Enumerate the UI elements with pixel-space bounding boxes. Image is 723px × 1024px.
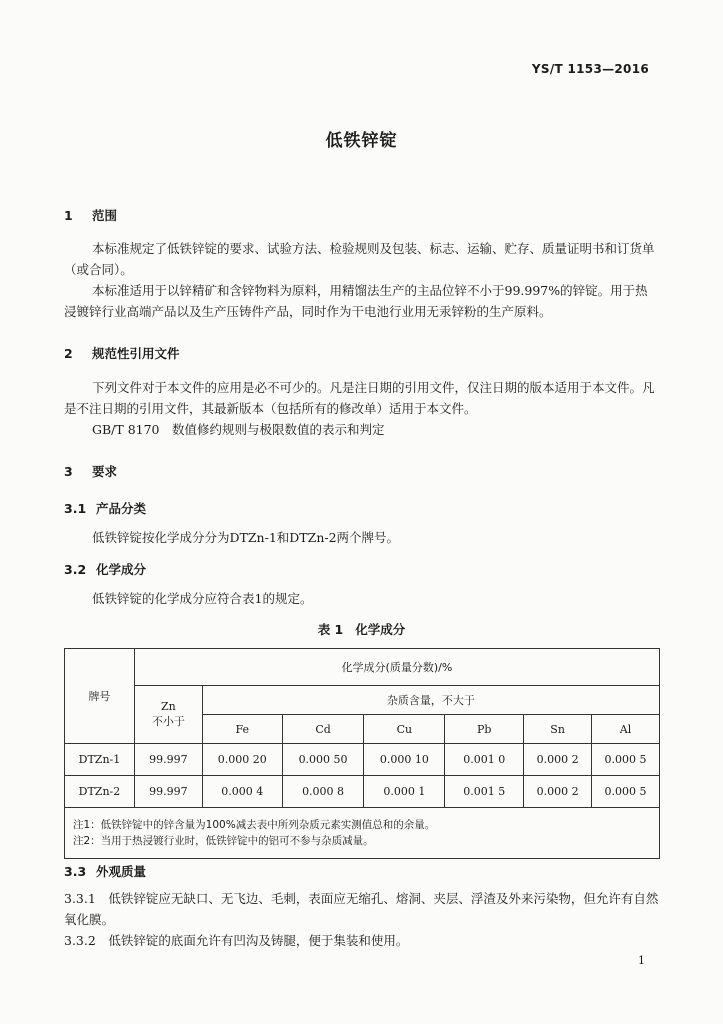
- section-3-2-paragraph: 低铁锌锭的化学成分应符合表1的规定。: [92, 591, 313, 606]
- value-cell: 0.000 4: [202, 776, 282, 808]
- section-number: 3.2: [64, 562, 87, 577]
- value-cell: 0.000 5: [592, 744, 660, 776]
- header-zn: [134, 686, 202, 744]
- table-note-2: 注2：当用于热浸镀行业时，低铁锌锭中的铝可不参与杂质减量。: [73, 835, 374, 847]
- section-number: 2: [64, 346, 73, 361]
- section-2-heading: [64, 344, 180, 362]
- value-cell: 0.001 0: [445, 744, 524, 776]
- header-element: Cd: [282, 715, 364, 744]
- standard-code: YS/T 1153—2016: [531, 62, 649, 76]
- chemical-composition-table: [64, 648, 660, 859]
- section-title: 要求: [92, 464, 118, 479]
- section-3-3-heading: [64, 862, 146, 880]
- section-title: 产品分类: [96, 501, 147, 516]
- value-cell: 0.000 2: [524, 776, 592, 808]
- header-zn-symbol: Zn: [160, 700, 176, 713]
- value-cell: 0.000 2: [524, 744, 592, 776]
- zn-cell: 99.997: [134, 776, 202, 808]
- header-element: Cu: [364, 715, 445, 744]
- header-element: Pb: [445, 715, 524, 744]
- value-cell: 0.000 20: [202, 744, 282, 776]
- header-element: Fe: [202, 715, 282, 744]
- clause-3-3-1: [64, 888, 660, 930]
- header-element: Al: [592, 715, 660, 744]
- header-grade: 牌号: [65, 649, 135, 744]
- section-2-paragraph-1: 下列文件对于本文件的应用是必不可少的。凡是注日期的引用文件，仅注日期的版本适用于本文件。凡是不注日期的引用文件，其最新版本（包括所有的修改单）适用于本文件。: [64, 380, 655, 416]
- section-number: 1: [64, 208, 73, 223]
- section-number: 3: [64, 464, 73, 479]
- clause-number: 3.3.1: [64, 891, 96, 906]
- section-3-1-heading: [64, 499, 146, 517]
- section-1-paragraph-2: 本标准适用于以锌精矿和含锌物料为原料，用精馏法生产的主品位锌不小于99.997%的锌锭。用于热浸镀锌行业高端产品以及生产压铸件产品，同时作为干电池行业用无汞锌粉的生产原料。: [64, 283, 648, 319]
- table-notes: [65, 808, 660, 859]
- section-title: 化学成分: [96, 562, 147, 577]
- header-element: Sn: [524, 715, 592, 744]
- value-cell: 0.000 8: [282, 776, 364, 808]
- value-cell: 0.000 10: [364, 744, 445, 776]
- grade-cell: DTZn-2: [65, 776, 135, 808]
- clause-3-3-2: [64, 930, 660, 951]
- header-impurity: 杂质含量，不大于: [202, 686, 659, 715]
- section-number: 3.1: [64, 501, 87, 516]
- document-title: 低铁锌锭: [325, 131, 398, 151]
- clause-number: 3.3.2: [64, 933, 96, 948]
- clause-text: 低铁锌锭的底面允许有凹沟及铸腿，便于集装和使用。: [108, 933, 409, 948]
- section-title: 外观质量: [96, 864, 147, 879]
- page-number: 1: [638, 954, 645, 967]
- section-title: 范围: [92, 208, 118, 223]
- value-cell: 0.000 1: [364, 776, 445, 808]
- section-title: 规范性引用文件: [92, 346, 180, 361]
- zn-cell: 99.997: [134, 744, 202, 776]
- table-label: 表 1: [317, 622, 344, 637]
- clause-text: 低铁锌锭应无缺口、无飞边、毛刺，表面应无缩孔、熔洞、夹层、浮渣及外来污染物，但允许有自然氧化膜。: [64, 891, 659, 927]
- value-cell: 0.000 50: [282, 744, 364, 776]
- table-row: [65, 776, 660, 808]
- table-caption: 化学成分: [355, 622, 406, 637]
- section-number: 3.3: [64, 864, 87, 879]
- section-3-1-paragraph: 低铁锌锭按化学成分分为DTZn-1和DTZn-2两个牌号。: [92, 530, 400, 545]
- grade-cell: DTZn-1: [65, 744, 135, 776]
- header-composition: 化学成分(质量分数)/%: [134, 649, 659, 686]
- value-cell: 0.001 5: [445, 776, 524, 808]
- section-3-2-heading: [64, 560, 146, 578]
- section-1-paragraph-1: 本标准规定了低铁锌锭的要求、试验方法、检验规则及包装、标志、运输、贮存、质量证明书和订货单（或合同）。: [64, 241, 655, 277]
- value-cell: 0.000 5: [592, 776, 660, 808]
- table-1-title: [0, 620, 723, 638]
- header-zn-min: 不小于: [151, 715, 185, 728]
- table-note-1: 注1：低铁锌锭中的锌含量为100%减去表中所列杂质元素实测值总和的余量。: [73, 819, 436, 831]
- section-1-heading: [64, 206, 117, 224]
- table-row: [65, 744, 660, 776]
- normative-reference: GB/T 8170 数值修约规则与极限数值的表示和判定: [92, 422, 385, 437]
- section-3-heading: [64, 462, 117, 480]
